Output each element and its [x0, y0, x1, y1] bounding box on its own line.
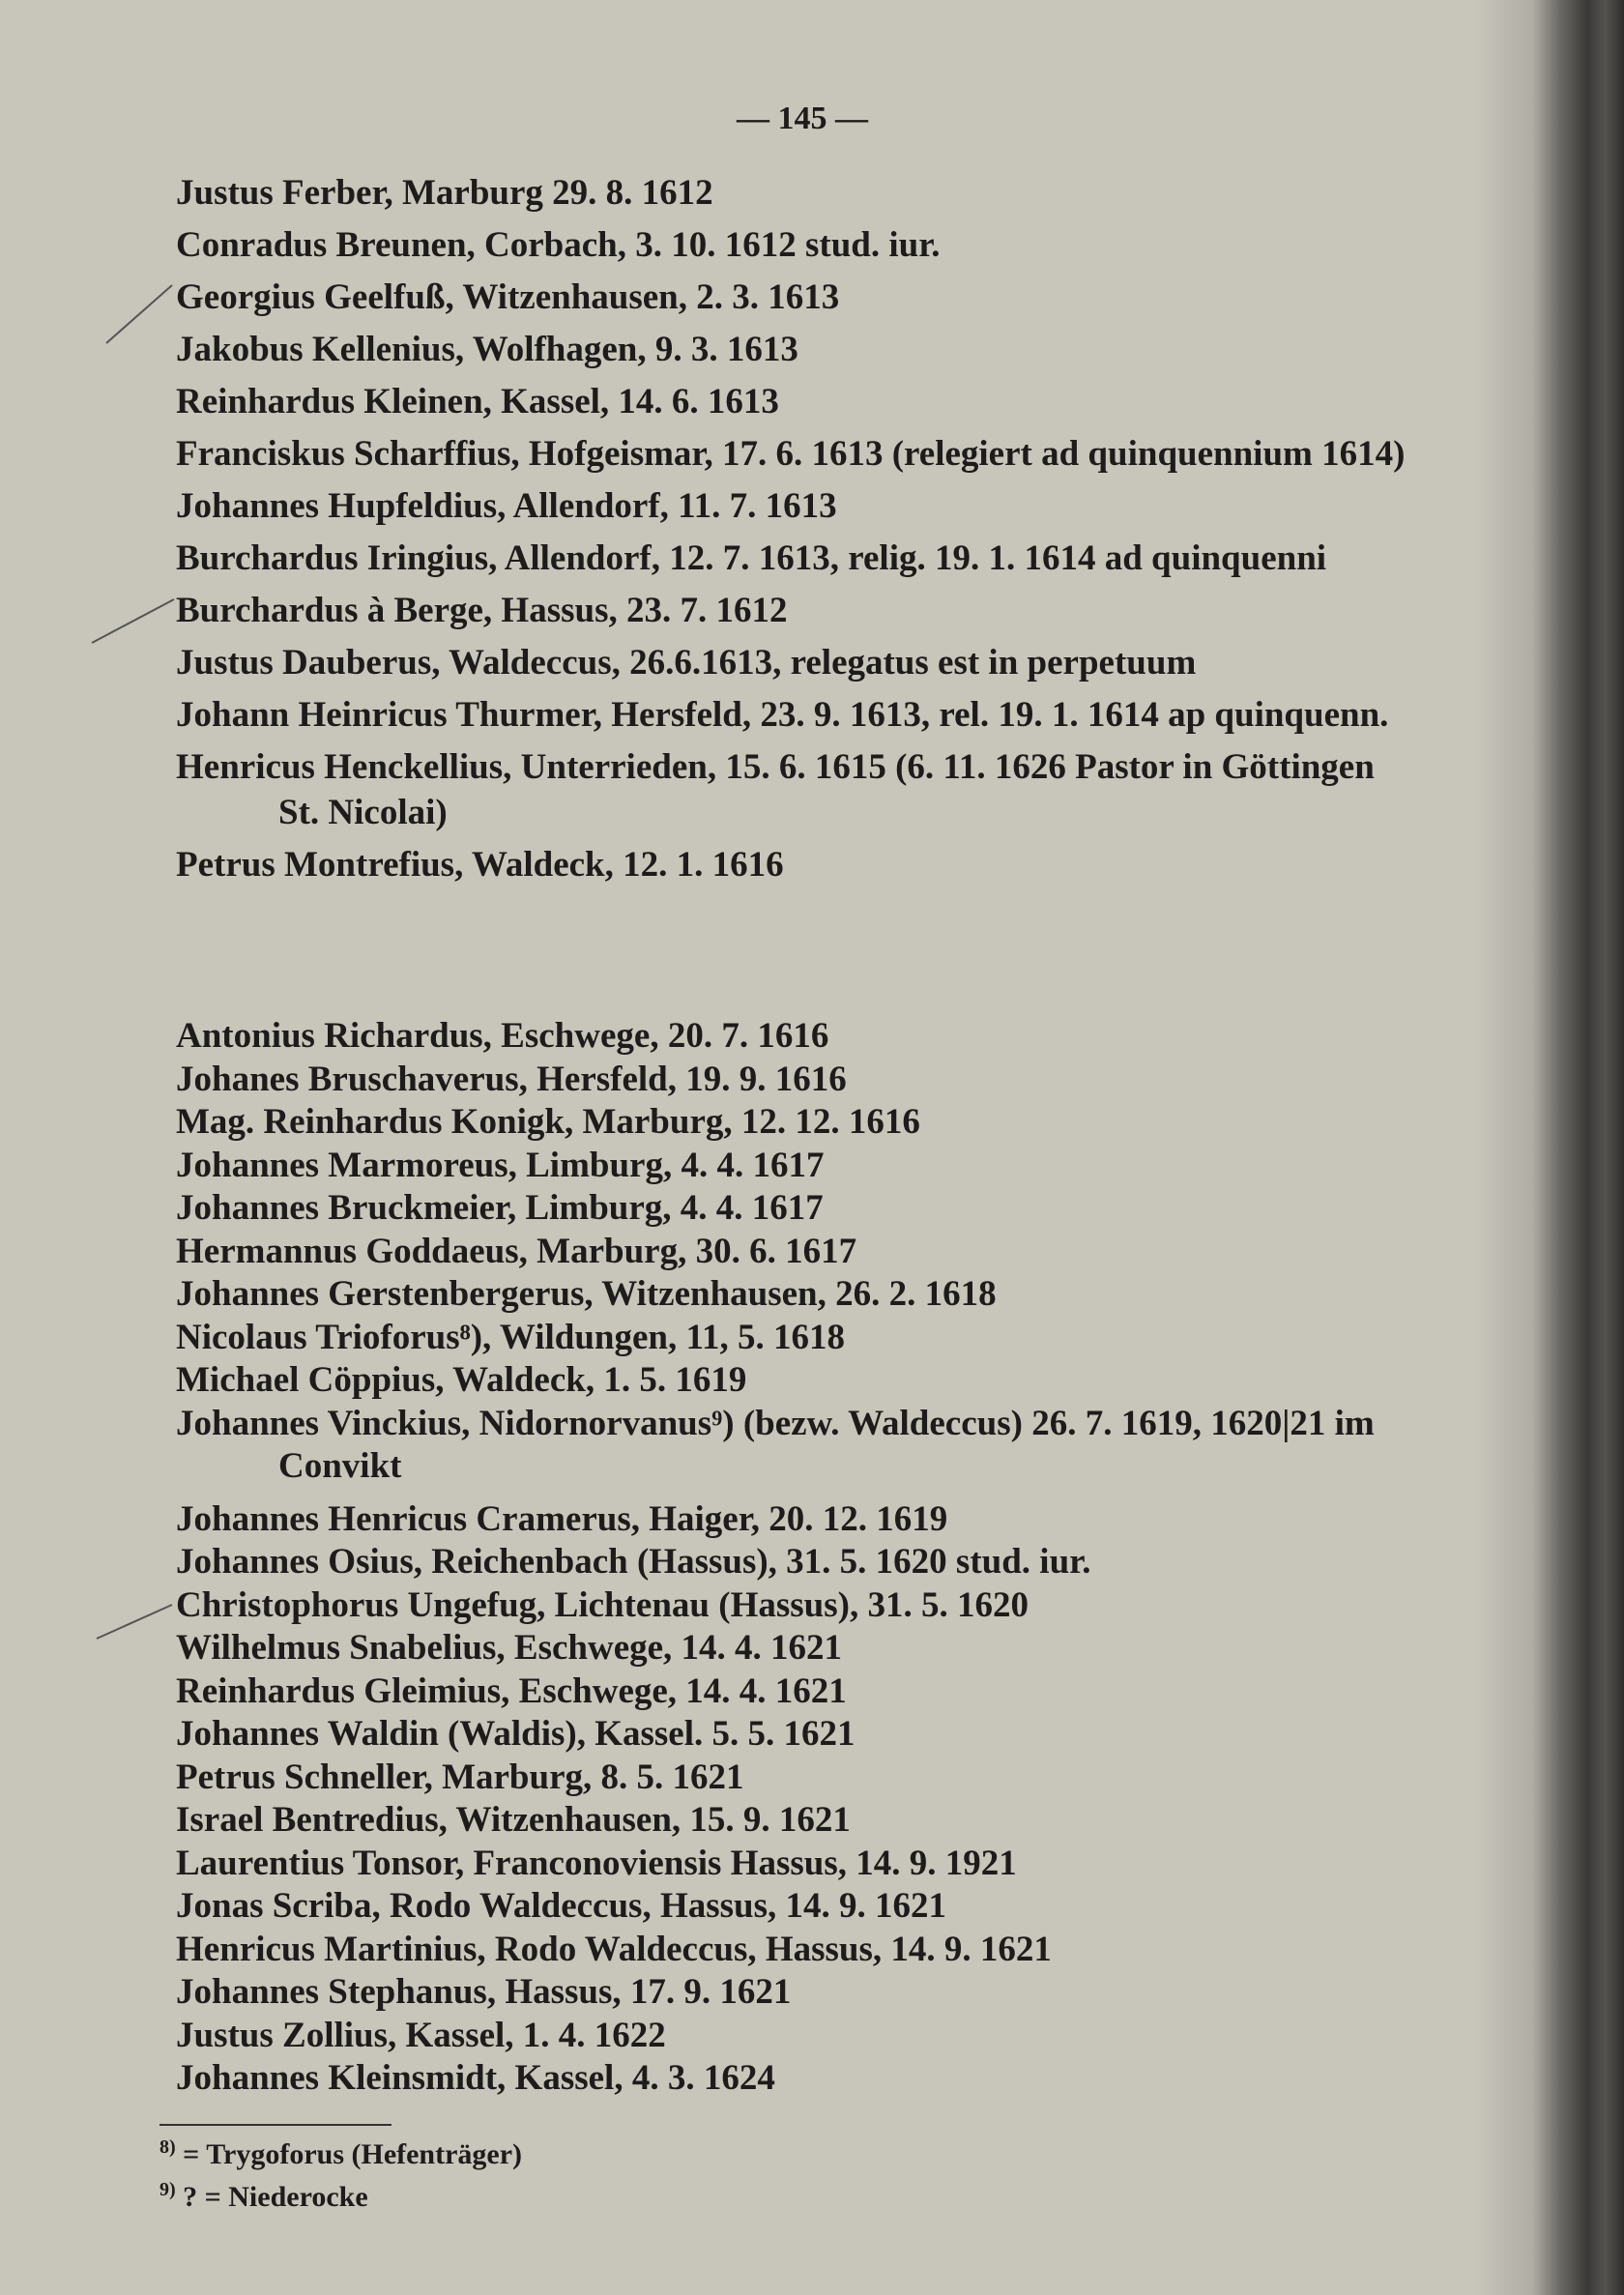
- register-entry: Johann Heinricus Thurmer, Hersfeld, 23. 9. 1613, rel. 19. 1. 1614 ap quinquenn.: [176, 695, 1389, 735]
- register-entry: Nicolaus Trioforus⁸), Wildungen, 11, 5. 1618: [176, 1317, 845, 1357]
- register-entry: Franciskus Scharffius, Hofgeismar, 17. 6. 1613 (relegiert ad quinquennium 1614): [176, 434, 1406, 474]
- register-entry: Burchardus à Berge, Hassus, 23. 7. 1612: [176, 591, 788, 630]
- register-entries-top: [176, 170, 1413, 894]
- register-entry: Israel Bentredius, Witzenhausen, 15. 9. 1621: [176, 1800, 851, 1840]
- register-entry: Michael Cöppius, Waldeck, 1. 5. 1619: [176, 1360, 747, 1400]
- register-entry: Johannes Osius, Reichenbach (Hassus), 31. 5. 1620 stud. iur.: [176, 1542, 1091, 1582]
- register-entry: Justus Dauberus, Waldeccus, 26.6.1613, relegatus est in perpetuum: [176, 643, 1197, 683]
- register-entry: Wilhelmus Snabelius, Eschwege, 14. 4. 1621: [176, 1628, 843, 1668]
- footnote: $^{8)}$ = Trygoforus (Hefenträger): [160, 2136, 523, 2170]
- register-entries-bottom: [176, 1015, 1413, 2101]
- register-entry: Johannes Marmoreus, Limburg, 4. 4. 1617: [176, 1145, 825, 1185]
- register-entry: Johannes Henricus Cramerus, Haiger, 20. 12. 1619: [176, 1498, 948, 1539]
- register-entry: Burchardus Iringius, Allendorf, 12. 7. 1613, relig. 19. 1. 1614 ad quinquenni: [176, 538, 1327, 578]
- register-entry: Johannes Waldin (Waldis), Kassel. 5. 5. 1621: [176, 1714, 856, 1754]
- register-entry: Justus Ferber, Marburg 29. 8. 1612: [176, 173, 713, 213]
- register-entry: Petrus Schneller, Marburg, 8. 5. 1621: [176, 1757, 744, 1797]
- register-entry: Jonas Scriba, Rodo Waldeccus, Hassus, 14. 9. 1621: [176, 1886, 946, 1926]
- register-entry: Reinhardus Gleimius, Eschwege, 14. 4. 1621: [176, 1670, 847, 1711]
- register-entry: Johannes Kleinsmidt, Kassel, 4. 3. 1624: [176, 2058, 775, 2098]
- register-entry: Conradus Breunen, Corbach, 3. 10. 1612 stud. iur.: [176, 225, 941, 265]
- footnote-rule: [160, 2124, 392, 2126]
- register-entry: Jakobus Kellenius, Wolfhagen, 9. 3. 1613: [176, 330, 798, 369]
- footnote: $^{9)}$ ? = Niederocke: [160, 2179, 368, 2213]
- register-entry: Johannes Bruckmeier, Limburg, 4. 4. 1617: [176, 1188, 824, 1228]
- register-entry: Henricus Henckellius, Unterrieden, 15. 6. 1615 (6. 11. 1626 Pastor in Göttingen St. Nicolai): [176, 747, 1375, 832]
- register-entry: Mag. Reinhardus Konigk, Marburg, 12. 12. 1616: [176, 1102, 920, 1142]
- register-entry: Henricus Martinius, Rodo Waldeccus, Hassus, 14. 9. 1621: [176, 1929, 1052, 1969]
- register-entry: Christophorus Ungefug, Lichtenau (Hassus), 31. 5. 1620: [176, 1584, 1029, 1625]
- register-entry: Petrus Montrefius, Waldeck, 12. 1. 1616: [176, 845, 784, 885]
- register-entry: Johannes Hupfeldius, Allendorf, 11. 7. 1613: [176, 486, 837, 526]
- register-entry: Georgius Geelfuß, Witzenhausen, 2. 3. 1613: [176, 277, 840, 317]
- register-entry: Justus Zollius, Kassel, 1. 4. 1622: [176, 2015, 666, 2055]
- register-entry: Johanes Bruschaverus, Hersfeld, 19. 9. 1616: [176, 1059, 847, 1099]
- register-entry: Laurentius Tonsor, Franconoviensis Hassus, 14. 9. 1921: [176, 1843, 1017, 1883]
- register-entry: Reinhardus Kleinen, Kassel, 14. 6. 1613: [176, 382, 779, 421]
- register-entry: Johannes Stephanus, Hassus, 17. 9. 1621: [176, 1972, 792, 2012]
- page-number: — 145 —: [737, 101, 868, 136]
- register-entry: Johannes Vinckius, Nidornorvanus⁹) (bezw. Waldeccus) 26. 7. 1619, 1620|21 im Convikt: [176, 1403, 1375, 1486]
- register-entry: Johannes Gerstenbergerus, Witzenhausen, 26. 2. 1618: [176, 1274, 997, 1314]
- register-entry: Antonius Richardus, Eschwege, 20. 7. 1616: [176, 1016, 829, 1056]
- register-entry: Hermannus Goddaeus, Marburg, 30. 6. 1617: [176, 1231, 857, 1271]
- footnotes: [160, 2130, 522, 2215]
